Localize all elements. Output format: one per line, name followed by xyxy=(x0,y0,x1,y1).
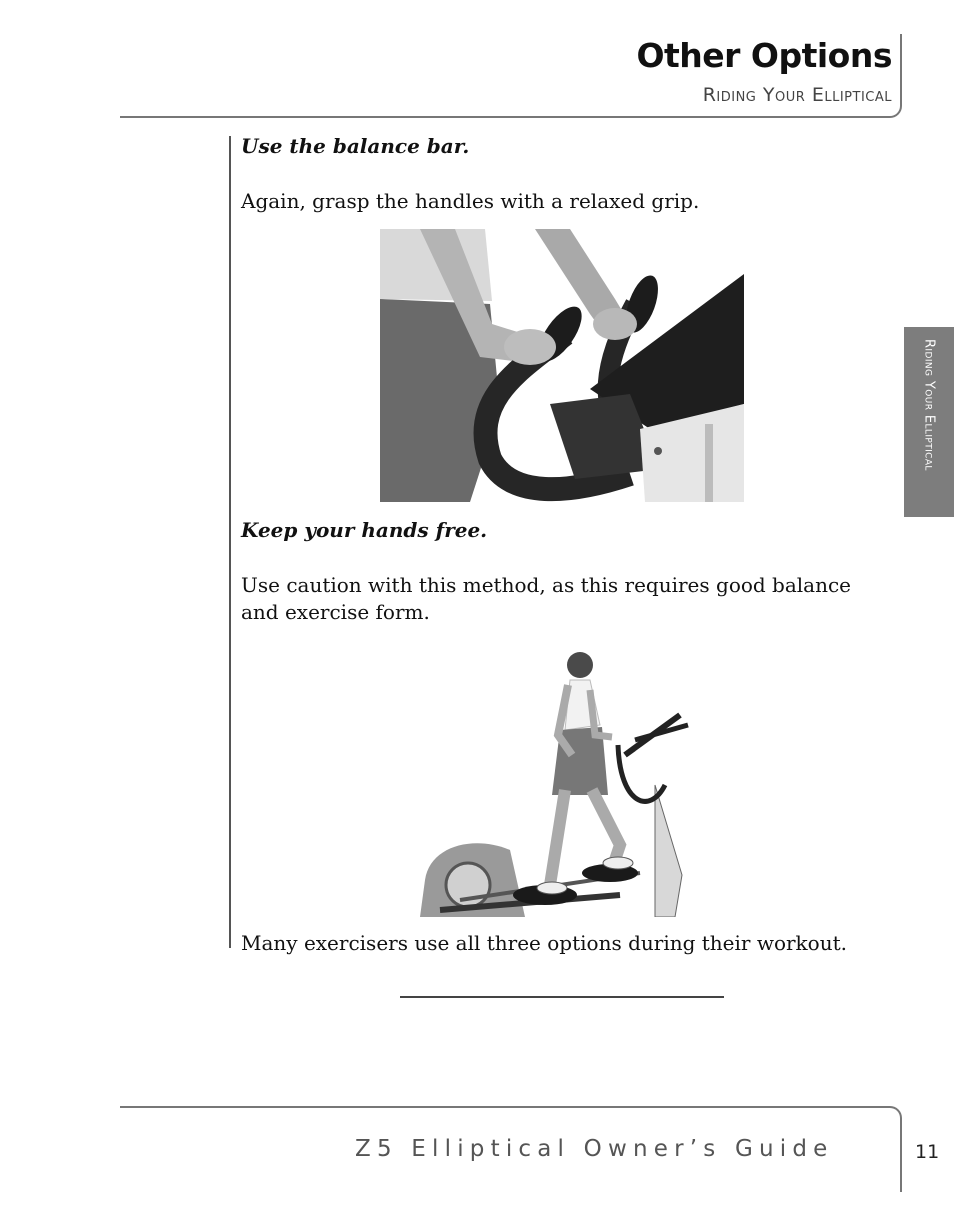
end-rule xyxy=(400,996,724,998)
footer-title: Z5 Elliptical Owner’s Guide xyxy=(355,1136,834,1162)
section-heading-balance-bar: Use the balance bar. xyxy=(241,134,470,158)
section-heading-hands-free: Keep your hands free. xyxy=(241,518,488,542)
section-body-hands-free: Use caution with this method, as this requires good balance and exercise form. xyxy=(241,573,852,624)
body-rule xyxy=(229,136,231,948)
side-tab-label: Riding Your Elliptical xyxy=(921,339,937,471)
side-tab xyxy=(904,327,954,517)
hands-free-photo xyxy=(420,645,705,917)
page-number: 11 xyxy=(915,1141,940,1163)
section-body-balance-bar: Again, grasp the handles with a relaxed grip. xyxy=(241,189,700,213)
page-subtitle: Riding Your Elliptical xyxy=(702,84,892,106)
page-title: Other Options xyxy=(636,36,892,75)
balance-bar-photo xyxy=(380,229,744,502)
closing-text: Many exercisers use all three options during their workout. xyxy=(241,931,847,955)
